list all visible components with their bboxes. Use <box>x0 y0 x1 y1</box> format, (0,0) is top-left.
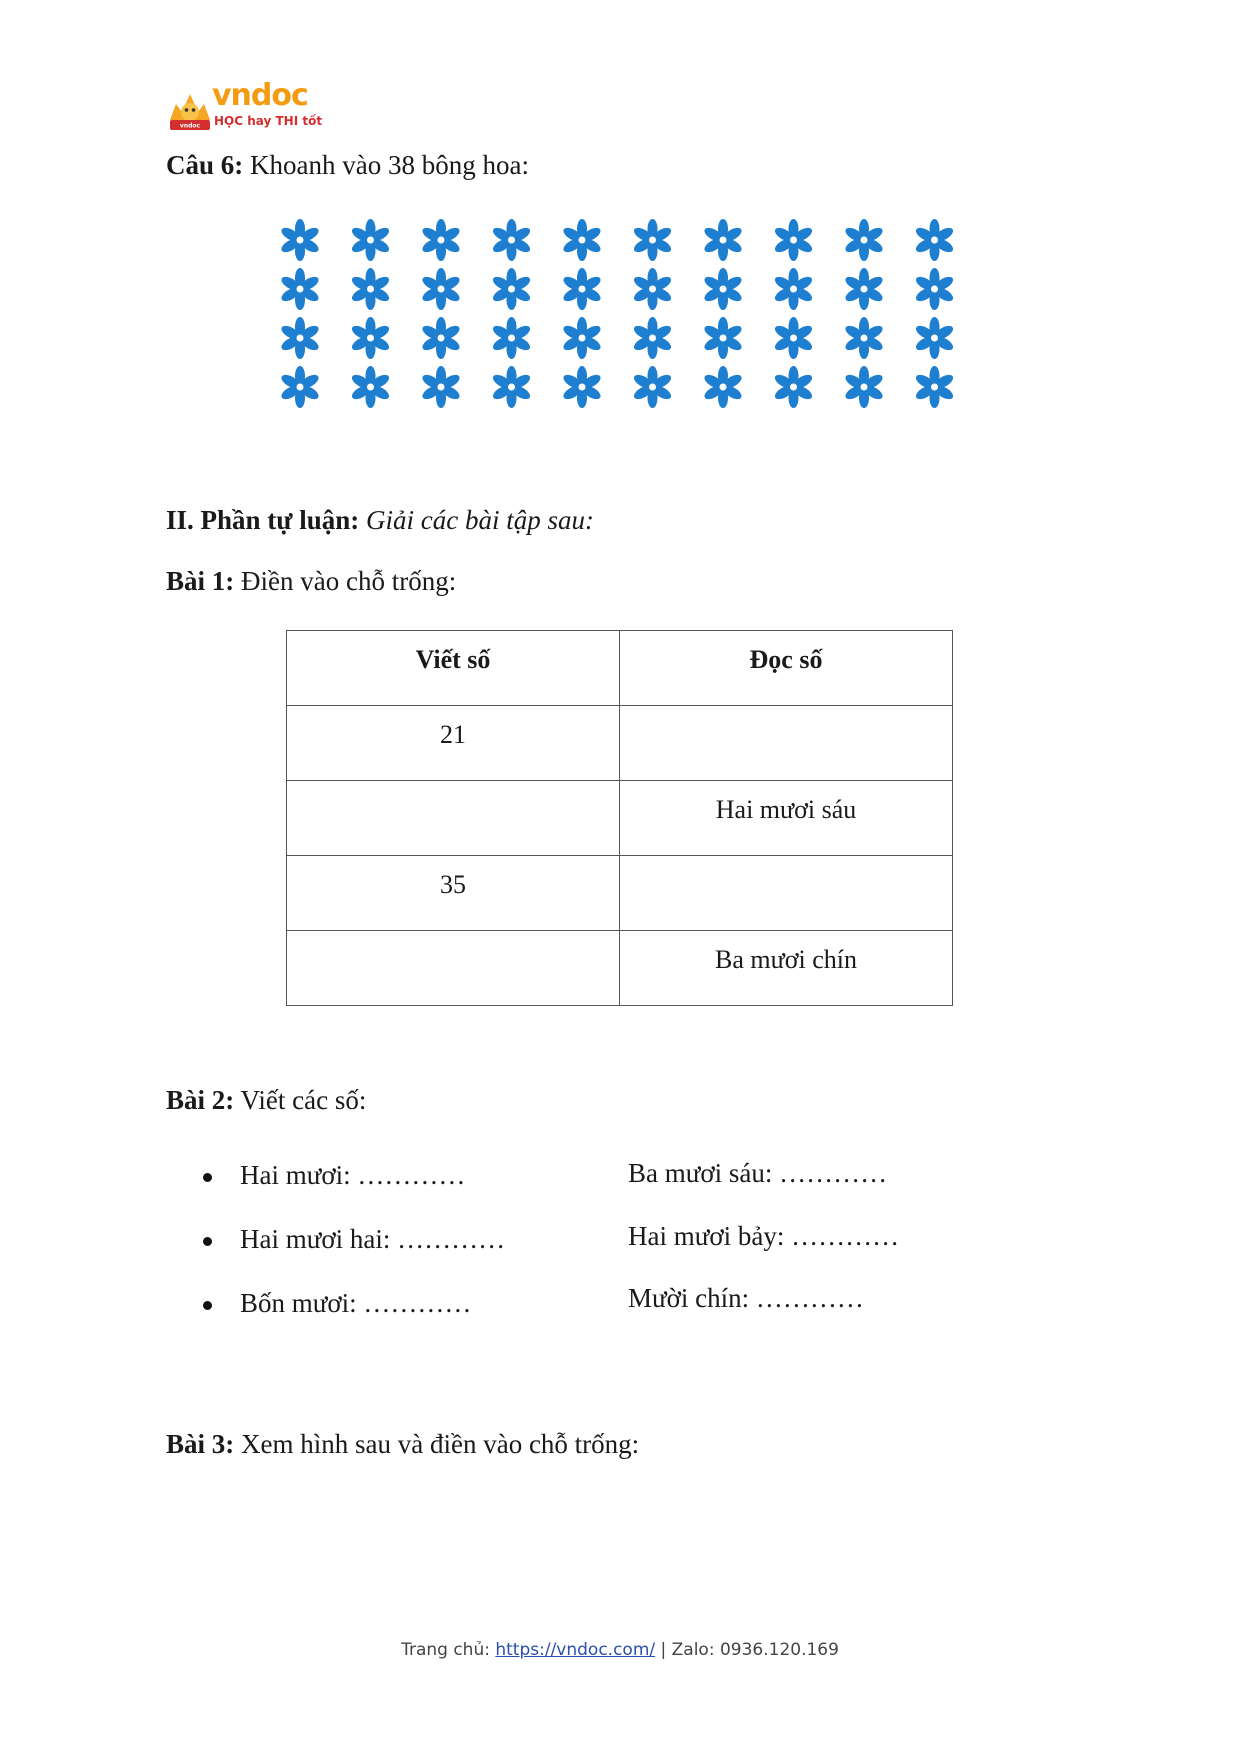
flower-icon[interactable] <box>843 317 884 359</box>
list-item: Bốn mươi: ………… <box>240 1288 472 1318</box>
flower-icon[interactable] <box>491 366 532 408</box>
flower-icon[interactable] <box>279 317 320 359</box>
flower-icon[interactable] <box>632 317 673 359</box>
exercise-1 <box>166 566 456 597</box>
table-row <box>287 856 953 931</box>
flower-icon[interactable] <box>350 366 391 408</box>
part-2-label: II. Phần tự luận: <box>166 505 360 535</box>
flower-grid <box>276 212 976 412</box>
flower-icon[interactable] <box>350 317 391 359</box>
bullet-icon <box>203 1173 212 1182</box>
list-item: Hai mươi bảy: ………… <box>628 1221 900 1251</box>
exercise-2-text: Viết các số: <box>240 1085 367 1115</box>
flower-icon[interactable] <box>632 219 673 261</box>
table-cell[interactable]: 21 <box>287 706 620 781</box>
exercise-2 <box>166 1085 366 1116</box>
header-doc-so: Đọc số <box>620 631 953 706</box>
vndoc-logo <box>166 78 323 134</box>
question-6-label: Câu 6: <box>166 150 244 180</box>
exercise-3 <box>166 1429 639 1460</box>
question-6 <box>166 150 529 181</box>
footer-zalo: | Zalo: 0936.120.169 <box>660 1640 839 1660</box>
part-2-heading <box>166 505 594 536</box>
flower-icon[interactable] <box>914 268 955 310</box>
table-cell[interactable]: 35 <box>287 856 620 931</box>
table-header-row <box>287 631 953 706</box>
footer-homepage-link[interactable]: https://vndoc.com/ <box>495 1640 656 1660</box>
table-cell[interactable] <box>287 781 620 856</box>
logo-tagline: HỌC hay THI tốt <box>214 114 323 128</box>
flower-icon[interactable] <box>279 219 320 261</box>
flower-icon[interactable] <box>491 268 532 310</box>
flower-icon[interactable] <box>773 317 814 359</box>
flower-icon[interactable] <box>632 268 673 310</box>
flower-icon[interactable] <box>702 317 743 359</box>
exercise-1-text: Điền vào chỗ trống: <box>241 566 457 596</box>
flower-icon[interactable] <box>632 366 673 408</box>
part-2-text: Giải các bài tập sau: <box>366 505 594 535</box>
table-cell[interactable] <box>620 856 953 931</box>
table-cell[interactable] <box>287 931 620 1006</box>
flower-icon[interactable] <box>420 268 461 310</box>
flower-icon[interactable] <box>491 219 532 261</box>
table-cell[interactable]: Ba mươi chín <box>620 931 953 1006</box>
list-item: Ba mươi sáu: ………… <box>628 1158 888 1188</box>
header-viet-so: Viết số <box>287 631 620 706</box>
flower-icon[interactable] <box>773 366 814 408</box>
flower-icon[interactable] <box>420 317 461 359</box>
flower-icon[interactable] <box>914 366 955 408</box>
flower-icon[interactable] <box>702 268 743 310</box>
bullet-icon <box>203 1237 212 1246</box>
logo-mascot-icon <box>166 86 214 134</box>
flower-icon[interactable] <box>843 219 884 261</box>
table-row <box>287 706 953 781</box>
exercise-3-text: Xem hình sau và điền vào chỗ trống: <box>241 1429 640 1459</box>
flower-icon[interactable] <box>420 219 461 261</box>
flower-icon[interactable] <box>914 317 955 359</box>
flower-icon[interactable] <box>561 366 602 408</box>
flower-icon[interactable] <box>702 219 743 261</box>
flower-icon[interactable] <box>561 268 602 310</box>
svg-text:vndoc: vndoc <box>179 122 201 130</box>
exercise-2-label: Bài 2: <box>166 1085 235 1115</box>
exercise-1-label: Bài 1: <box>166 566 235 596</box>
bullet-icon <box>203 1301 212 1310</box>
flower-icon[interactable] <box>350 219 391 261</box>
flower-icon[interactable] <box>843 366 884 408</box>
flower-icon[interactable] <box>350 268 391 310</box>
list-item: Hai mươi: ………… <box>240 1160 466 1190</box>
page-footer <box>0 1640 1240 1660</box>
list-item: Mười chín: ………… <box>628 1283 864 1313</box>
footer-prefix: Trang chủ: <box>401 1640 490 1660</box>
list-item: Hai mươi hai: ………… <box>240 1224 506 1254</box>
question-6-text: Khoanh vào 38 bông hoa: <box>250 150 529 180</box>
flower-icon[interactable] <box>773 268 814 310</box>
flower-icon[interactable] <box>491 317 532 359</box>
flower-icon[interactable] <box>702 366 743 408</box>
table-cell[interactable]: Hai mươi sáu <box>620 781 953 856</box>
table-cell[interactable] <box>620 706 953 781</box>
flower-icon[interactable] <box>279 366 320 408</box>
flower-icon[interactable] <box>279 268 320 310</box>
flower-icon[interactable] <box>843 268 884 310</box>
logo-wordmark: vndoc <box>212 78 308 113</box>
flower-icon[interactable] <box>561 317 602 359</box>
table-row <box>287 931 953 1006</box>
flower-icon[interactable] <box>561 219 602 261</box>
exercise-3-label: Bài 3: <box>166 1429 235 1459</box>
flower-icon[interactable] <box>773 219 814 261</box>
table-row <box>287 781 953 856</box>
flower-icon[interactable] <box>914 219 955 261</box>
flower-icon[interactable] <box>420 366 461 408</box>
number-table <box>286 630 953 1006</box>
